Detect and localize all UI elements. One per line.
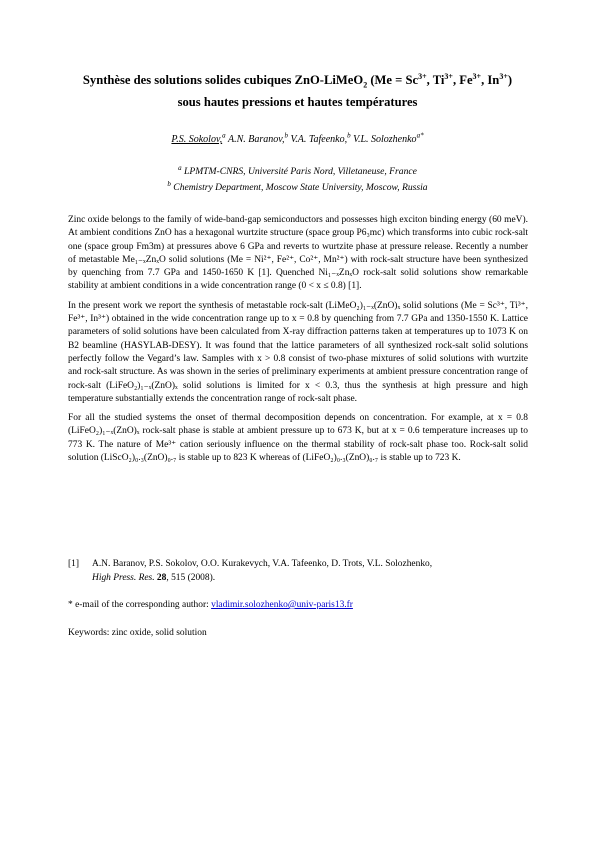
reference-list <box>68 557 538 585</box>
reference-journal: High Press. Res. <box>92 573 155 583</box>
abstract-body <box>68 214 528 471</box>
affiliation-a: $^a$ LPMTM-CNRS, Université Paris Nord, Villetaneuse, France <box>178 163 417 177</box>
author-3: V.A. Tafeenko, <box>287 134 348 145</box>
reference-volume: 28 <box>156 573 167 583</box>
title-line-1: Synthèse des solutions solides cubiques ZnO-LiMeO$_2$ ($Me = Sc^{3+}$, $Ti^{3+}$, $Fe^{3+}$, $In^{3+}$) <box>82 71 513 90</box>
reference-item <box>68 557 538 585</box>
abstract-paragraph-3: For all the studied systems the onset of thermal decomposition depends on concentration. For example, at x = 0.8 (LiFeO₂)₁₋ₓ(ZnO)ₓ rock-salt phase is stable at ambient pressure up to 673 K, but at x = 0.6 temperature increases up to 773 K. The nature of Me³⁺ cation seriously influence on the thermal stability of rock-salt phase too. Rock-salt solid solution (LiScO₂)₀.₃(ZnO)₀.₇ is stable up to 823 K whereas of (LiFeO₂)₀.₃(ZnO)₀.₇ is stable up to 723 K. <box>68 413 528 464</box>
reference-authors: A.N. Baranov, P.S. Sokolov, O.O. Kurakevych, V.A. Tafeenko, D. Trots, V.L. Solozhenko, <box>92 559 433 569</box>
reference-pages: , 515 (2008). <box>166 573 216 583</box>
abstract-paragraph-1: Zinc oxide belongs to the family of wide-band-gap semiconductors and possesses high exciton binding energy (60 meV). At ambient conditions ZnO has a hexagonal wurtzite structure (space group P6₃mc) which transforms into cubic rock-salt one (space group Fm3m) at pressures above 6 GPa and reverts to wurtzite phase at pressure release. Recently a number of metastable Me₁₋ₓZnₓO solid solutions (Me = Ni²⁺, Fe²⁺, Co²⁺, Mn²⁺) with rock-salt structure have been synthesized by quenching from 7.7 GPa and 1450-1650 K [1]. Quenched Ni₁₋ₓZnₓO rock-salt solid solutions show remarkable stability at ambient conditions in a wide concentration range (0 < x ≤ 0.8) [1]. <box>68 215 528 292</box>
abstract-paragraph-2: In the present work we report the synthesis of metastable rock-salt (LiMeO₂)₁₋ₓ(ZnO)ₓ solid solutions (Me = Sc³⁺, Ti³⁺, Fe³⁺, In³⁺) obtained in the wide concentration range up to x = 0.8 by quenching from 7.7 GPa and 1350-1550 K. Lattice parameters of solid solutions have been calculated from X-ray diffraction patterns taken at temperatures up to 1073 K on B2 beamline (HASYLAB-DESY). It was found that the lattice parameters of all synthesized rock-salt solid solutions perfectly follow the Vegard’s law. Samples with x > 0.8 consist of two-phase mixtures of solid solutions with wurtzite and rock-salt structure. As was shown in the series of preliminary experiments at ambient pressure concentration range of rock-salt (LiFeO₂)₁₋ₓ(ZnO)ₓ solid solutions is limited for x < 0.3, thus the synthesis at high pressure and high temperature substantially extends the concentration range of rock-salt phase. <box>68 300 528 404</box>
email-link[interactable]: vladimir.solozhenko@univ-paris13.fr <box>211 600 353 610</box>
title-line-2: sous hautes pressions et hautes températures <box>177 95 418 109</box>
reference-number: [1] <box>68 559 80 569</box>
author-4: V.L. Solozhenko <box>350 134 417 145</box>
keywords: Keywords: zinc oxide, solid solution <box>68 628 207 638</box>
paper-title <box>40 69 555 113</box>
corresponding-author: * e-mail of the corresponding author: vladimir.solozhenko@univ-paris13.fr <box>68 600 353 610</box>
affiliation-b: $^b$ Chemistry Department, Moscow State University, Moscow, Russia <box>167 179 428 193</box>
author-list: P.S. Sokolov,$^a$ A.N. Baranov,$^b$ V.A. Tafeenko,$^b$ V.L. Solozhenko$^{a*}$ <box>171 131 424 145</box>
author-1: P.S. Sokolov, <box>171 134 223 145</box>
author-2: A.N. Baranov, <box>225 134 285 145</box>
